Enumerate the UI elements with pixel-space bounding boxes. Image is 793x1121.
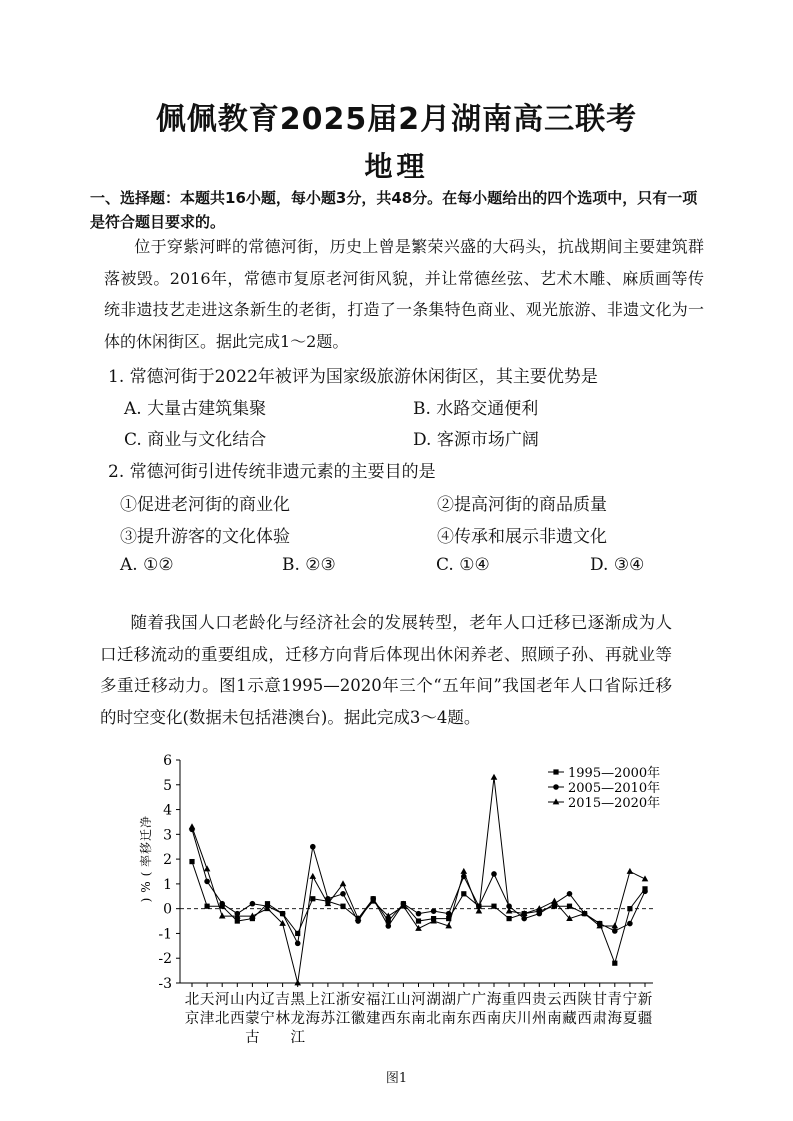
data-point-circle — [250, 901, 256, 907]
data-point-circle — [431, 908, 437, 914]
y-tick-label: -2 — [158, 951, 172, 968]
x-tick-label: 甘 — [592, 992, 607, 1008]
x-tick-label: 山 — [396, 992, 411, 1008]
x-tick-label: 四 — [516, 992, 532, 1008]
q1-option-c: C. 商业与文化结合 — [124, 430, 267, 450]
x-tick-label: 江 — [320, 992, 336, 1008]
x-tick-label: 海 — [607, 1011, 623, 1027]
data-point-circle — [491, 871, 497, 877]
y-tick-label: 4 — [163, 802, 172, 819]
x-tick-label: 疆 — [637, 1011, 653, 1027]
q1-option-b: B. 水路交通便利 — [413, 399, 539, 419]
data-point-square — [627, 906, 632, 911]
x-tick-label: 京 — [184, 1011, 200, 1027]
data-point-circle — [416, 911, 422, 917]
x-tick-label: 西 — [471, 1011, 487, 1027]
x-tick-label: 内 — [245, 992, 260, 1008]
data-point-triangle — [551, 898, 558, 904]
passage-1-text: 位于穿紫河畔的常德河街，历史上曾是繁荣兴盛的大码头，抗战期间主要建筑群落被毁。2016年，常德市复原老河街风貌，并让常德丝弦、艺术木雕、麻质画等传统非遗技艺走进这条新生的老街，打造了一条集特色商业、观光旅游、非遗文化为一体的休闲街区。据此完成1～2题。 — [104, 237, 704, 351]
x-tick-label: 东 — [396, 1011, 411, 1027]
y-axis-label: ) — [139, 897, 153, 903]
x-tick-label: 龙 — [290, 1011, 305, 1027]
x-tick-label: 南 — [441, 1011, 456, 1027]
data-point-triangle — [340, 880, 347, 886]
q2-option-c: C. ①④ — [436, 555, 490, 575]
x-tick-label: 夏 — [622, 1011, 638, 1027]
x-tick-label: 天 — [199, 992, 215, 1008]
x-tick-label: 宁 — [260, 1011, 275, 1027]
x-tick-label: 辽 — [260, 992, 275, 1008]
data-point-circle — [627, 921, 633, 927]
x-tick-label: 林 — [275, 1011, 290, 1027]
x-tick-label: 山 — [230, 992, 245, 1008]
data-point-circle — [310, 844, 316, 850]
y-tick-label: 2 — [163, 852, 172, 869]
x-tick-label: 湖 — [426, 992, 441, 1008]
data-point-triangle — [612, 922, 619, 928]
x-tick-label: 海 — [305, 1011, 321, 1027]
x-tick-label: 吉 — [275, 992, 290, 1008]
data-point-square — [310, 896, 315, 901]
passage-2-text: 随着我国人口老龄化与经济社会的发展转型，老年人口迁移已逐渐成为人口迁移流动的重要组成，迁移方向背后体现出休闲养老、照顾子孙、再就业等多重迁移动力。图1示意1995—2020年三个“五年间”我国老年人口省际迁移的时空变化(数据未包括港澳台)。据此完成3～4题。 — [100, 613, 672, 727]
x-tick-label: 江 — [290, 1030, 305, 1046]
exam-title: 佩佩教育2025届2月湖南高三联考 — [155, 102, 638, 137]
y-tick-label: -1 — [158, 926, 172, 943]
x-tick-label: 广 — [456, 992, 472, 1008]
data-point-triangle — [310, 873, 317, 879]
x-tick-label: 陕 — [577, 992, 592, 1008]
data-point-square — [235, 918, 240, 923]
data-point-circle — [204, 879, 210, 885]
y-axis-label: 净 — [139, 815, 153, 829]
q2-statement-3: ③提升游客的文化体验 — [120, 527, 290, 547]
data-point-triangle — [491, 774, 498, 780]
x-tick-label: 北 — [184, 992, 200, 1008]
legend-label: 2005—2010年 — [568, 781, 661, 796]
data-point-triangle — [204, 865, 211, 871]
x-tick-label: 西 — [230, 1011, 245, 1027]
x-tick-label: 州 — [532, 1011, 547, 1027]
y-axis-label: 迁 — [139, 828, 153, 842]
data-point-circle — [537, 911, 543, 917]
x-tick-label: 古 — [245, 1030, 260, 1046]
x-tick-label: 苏 — [320, 1011, 336, 1027]
data-point-circle — [612, 928, 618, 934]
data-point-square — [416, 918, 421, 923]
y-tick-label: 3 — [163, 827, 172, 844]
q2-option-b: B. ②③ — [282, 555, 336, 575]
x-tick-label: 青 — [607, 992, 623, 1008]
x-tick-label: 南 — [547, 1011, 562, 1027]
y-axis-label: 移 — [139, 841, 153, 855]
legend-marker-circle — [553, 784, 559, 790]
data-point-square — [567, 904, 572, 909]
q1-option-d: D. 客源市场广阔 — [413, 430, 539, 450]
subject-title: 地理 — [364, 150, 429, 183]
y-tick-label: 1 — [163, 876, 172, 893]
data-point-circle — [446, 911, 452, 917]
data-point-triangle — [294, 979, 301, 985]
y-axis-label: 率 — [139, 854, 153, 868]
x-tick-label: 湖 — [441, 992, 456, 1008]
x-tick-label: 北 — [214, 1011, 230, 1027]
data-point-triangle — [189, 823, 196, 829]
x-tick-label: 徽 — [350, 1011, 366, 1027]
legend-marker-triangle — [553, 798, 560, 804]
data-point-triangle — [461, 868, 468, 874]
x-tick-label: 重 — [501, 992, 517, 1008]
data-point-square — [340, 904, 345, 909]
data-point-circle — [340, 891, 346, 897]
figure-caption: 图1 — [385, 1071, 408, 1086]
y-axis-label: % — [139, 881, 153, 893]
x-tick-label: 广 — [471, 992, 487, 1008]
data-point-circle — [521, 916, 527, 922]
legend-label: 1995—2000年 — [568, 766, 661, 781]
y-axis-label: ( — [139, 871, 153, 877]
x-tick-label: 藏 — [562, 1011, 577, 1027]
x-tick-label: 西 — [577, 1011, 592, 1027]
x-tick-label: 河 — [411, 992, 426, 1008]
x-tick-label: 庆 — [501, 1011, 517, 1027]
data-point-circle — [295, 941, 301, 947]
data-point-square — [189, 859, 194, 864]
q2-option-a: A. ①② — [120, 555, 174, 575]
x-tick-label: 黑 — [290, 992, 305, 1008]
data-point-circle — [386, 923, 392, 929]
y-tick-label: 0 — [163, 901, 172, 918]
x-tick-label: 建 — [365, 1011, 381, 1027]
x-tick-label: 江 — [335, 1011, 351, 1027]
x-tick-label: 川 — [516, 1011, 532, 1027]
y-tick-label: -3 — [158, 976, 172, 992]
data-point-circle — [567, 891, 573, 897]
question-1-stem: 1. 常德河街于2022年被评为国家级旅游休闲街区，其主要优势是 — [108, 367, 598, 387]
x-tick-label: 浙 — [335, 992, 351, 1008]
y-tick-label: 5 — [163, 777, 172, 794]
x-tick-label: 安 — [350, 992, 366, 1008]
x-tick-label: 福 — [365, 992, 381, 1008]
data-point-square — [612, 961, 617, 966]
x-tick-label: 上 — [305, 992, 321, 1008]
x-tick-label: 北 — [426, 1011, 441, 1027]
data-point-triangle — [627, 868, 634, 874]
data-point-square — [205, 904, 210, 909]
data-point-circle — [642, 889, 648, 895]
q2-statement-4: ④传承和展示非遗文化 — [437, 527, 607, 547]
q2-statement-2: ②提高河街的商品质量 — [437, 495, 607, 515]
x-tick-label: 南 — [486, 1011, 502, 1027]
x-tick-label: 西 — [562, 992, 577, 1008]
x-tick-label: 宁 — [622, 992, 638, 1008]
x-tick-label: 海 — [486, 992, 502, 1008]
q1-option-a: A. 大量古建筑集聚 — [124, 399, 267, 419]
x-tick-label: 江 — [381, 992, 396, 1008]
x-tick-label: 河 — [214, 992, 230, 1008]
q2-option-d: D. ③④ — [590, 555, 645, 575]
x-tick-label: 贵 — [532, 992, 547, 1008]
data-point-square — [491, 904, 496, 909]
data-point-square — [461, 891, 466, 896]
x-tick-label: 西 — [381, 1011, 396, 1027]
x-tick-label: 东 — [456, 1011, 472, 1027]
x-tick-label: 蒙 — [245, 1011, 260, 1027]
y-tick-label: 6 — [163, 753, 172, 769]
q2-statement-1: ①促进老河街的商业化 — [120, 495, 290, 515]
x-tick-label: 津 — [199, 1011, 215, 1027]
data-point-circle — [219, 901, 225, 907]
x-tick-label: 新 — [637, 992, 653, 1008]
legend-label: 2015—2020年 — [568, 796, 661, 811]
data-point-triangle — [219, 913, 226, 919]
section-instructions: 一、选择题：本题共16小题，每小题3分，共48分。在每小题给出的四个选项中，只有一项是符合题目要求的。 — [90, 189, 698, 231]
legend-marker-square — [553, 769, 558, 774]
question-2-stem: 2. 常德河街引进传统非遗元素的主要目的是 — [108, 462, 436, 482]
x-tick-label: 云 — [547, 992, 562, 1008]
data-point-square — [507, 916, 512, 921]
data-point-circle — [280, 911, 286, 917]
x-tick-label: 肃 — [592, 1011, 607, 1027]
x-tick-label: 南 — [411, 1011, 426, 1027]
